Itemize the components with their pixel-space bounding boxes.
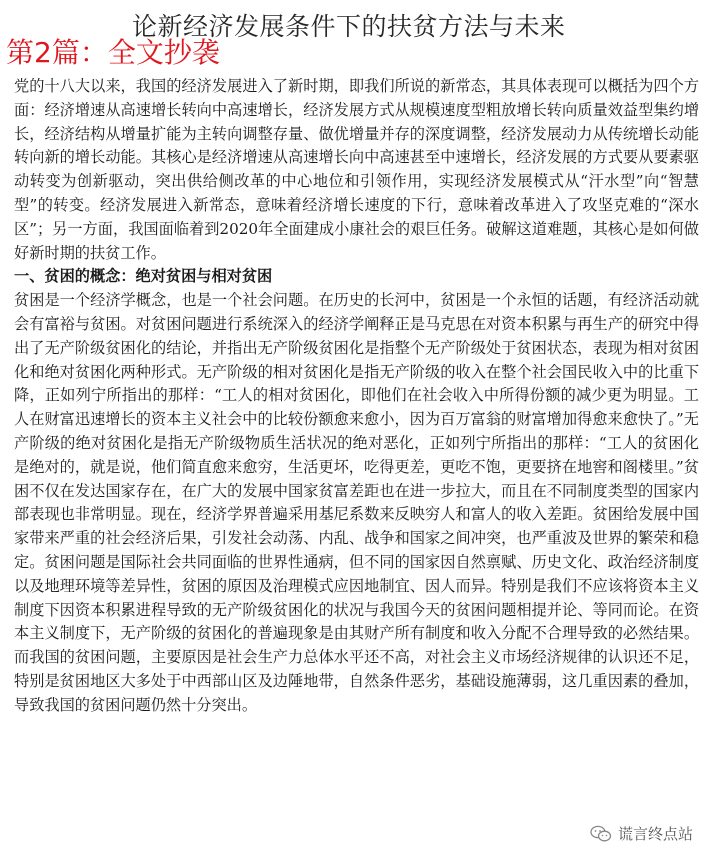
wechat-icon (590, 825, 612, 843)
source-watermark (586, 821, 697, 846)
section-heading: 一、贫困的概念：绝对贫困与相对贫困 (14, 267, 273, 286)
document-title: 论新经济发展条件下的扶贫方法与未来 (132, 12, 566, 41)
document-body (14, 75, 699, 718)
poverty-paragraph: 贫困是一个经济学概念，也是一个社会问题。在历史的长河中，贫困是一个永恒的话题，有经济活动就会有富裕与贫困。对贫困问题进行系统深入的经济学阐释正是马克思在对资本积累与再生产的研究中得出了无产阶级贫困化的结论，并指出无产阶级贫困化是指整个无产阶级处于贫困状态，表现为相对贫困化和绝对贫困化两种形式。无产阶级的相对贫困化是指无产阶级的收入在整个社会国民收入中的比重下降，正如列宁所指出的那样：“工人的相对贫困化，即他们在社会收入中所得份额的减少更为明显。工人在财富迅速增长的资本主义社会中的比较份额愈来愈小，因为百万富翁的财富增加得愈来愈快了。”无产阶级的绝对贫困化是指无产阶级物质生活状况的绝对恶化，正如列宁所指出的那样：“工人的贫困化是绝对的，就是说，他们简直愈来愈穷，生活更坏，吃得更差，更吃不饱，更要挤在地窖和阁楼里。”贫困不仅在发达国家存在，在广大的发展中国家贫富差距也在进一步拉大，而且在不同制度类型的国家内部表现也非常明显。现在，经济学界普遍采用基尼系数来反映穷人和富人的收入差距。贫困给发展中国家带来严重的社会经济后果，引发社会动荡、内乱、战争和国家之间冲突，也严重波及世界的繁荣和稳定。贫困问题是国际社会共同面临的世界性通病，但不同的国家因自然禀赋、历史文化、政治经济制度以及地理环境等差异性，贫困的原因及治理模式应因地制宜、因人而异。特别是我们不应该将资本主义制度下因资本积累进程导致的无产阶级贫困化的状况与我国今天的贫困问题相提并论、等同而论。在资本主义制度下，无产阶级的贫困化的普遍现象是由其财产所有制度和收入分配不合理导致的必然结果。而我国的贫困问题，主要原因是社会生产力总体水平还不高，对社会主义市场经济规律的认识还不足，特别是贫困地区大多处于中西部山区及边陲地带，自然条件恶劣，基础设施薄弱，这几重因素的叠加，导致我国的贫困问题仍然十分突出。 (14, 291, 699, 714)
section-label: 第2篇：全文抄袭 (6, 36, 220, 69)
intro-paragraph: 党的十八大以来，我国的经济发展进入了新时期，即我们所说的新常态，其具体表现可以概括为四个方面：经济增速从高速增长转向中高速增长，经济发展方式从规模速度型粗放增长转向质量效益型集约增长，经济结构从增量扩能为主转向调整存量、做优增量并存的深度调整，经济发展动力从传统增长动能转向新的增长动能。其核心是经济增速从高速增长向中高速甚至中速增长，经济发展的方式要从要素驱动转变为创新驱动，突出供给侧改革的中心地位和引领作用，实现经济发展模式从“汗水型”向“智慧型”的转变。经济发展进入新常态，意味着经济增长速度的下行，意味着改革进入了攻坚克难的“深水区”；另一方面，我国面临着到2020年全面建成小康社会的艰巨任务。破解这道难题，其核心是如何做好新时期的扶贫工作。 (14, 77, 699, 262)
watermark-text: 谎言终点站 (617, 825, 693, 843)
